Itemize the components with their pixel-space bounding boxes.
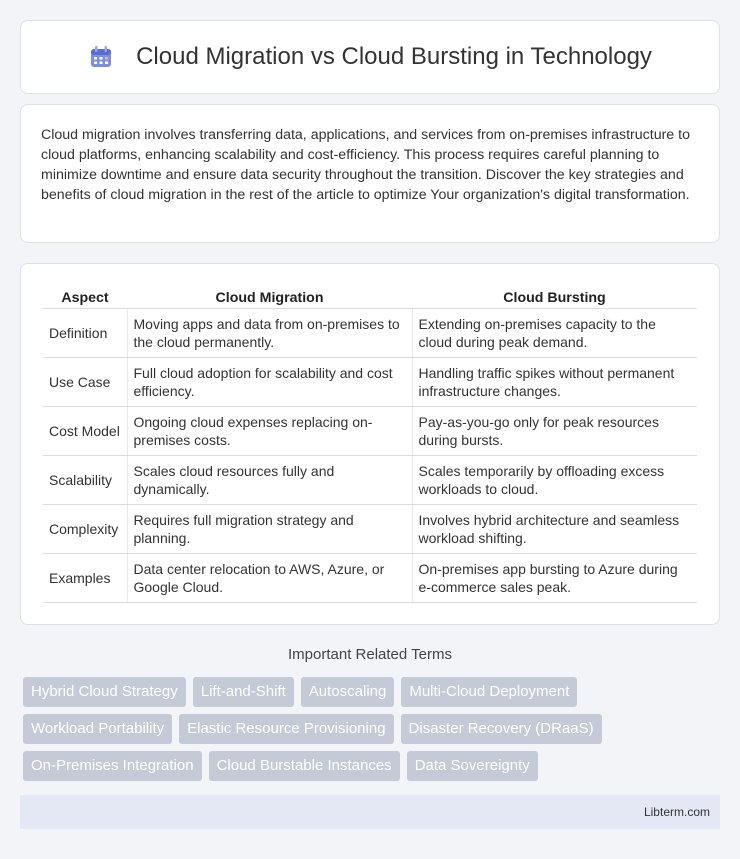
table-header-row xyxy=(43,284,697,308)
migration-cell: Requires full migration strategy and planning. xyxy=(127,504,412,553)
table-row xyxy=(43,308,697,357)
migration-cell: Scales cloud resources fully and dynamically. xyxy=(127,455,412,504)
related-term-tag[interactable]: Elastic Resource Provisioning xyxy=(179,714,393,744)
related-term-tag[interactable]: On-Premises Integration xyxy=(23,751,202,781)
related-term-tag[interactable]: Data Sovereignty xyxy=(407,751,538,781)
table-row xyxy=(43,553,697,602)
related-term-tag[interactable]: Hybrid Cloud Strategy xyxy=(23,677,186,707)
aspect-cell: Complexity xyxy=(43,504,127,553)
header-cloud-migration: Cloud Migration xyxy=(127,284,412,308)
related-term-tag[interactable]: Lift-and-Shift xyxy=(193,677,294,707)
page-title: Cloud Migration vs Cloud Bursting in Technology xyxy=(136,43,652,70)
aspect-cell: Scalability xyxy=(43,455,127,504)
header-cloud-bursting: Cloud Bursting xyxy=(412,284,697,308)
aspect-cell: Definition xyxy=(43,308,127,357)
table-row xyxy=(43,357,697,406)
migration-cell: Ongoing cloud expenses replacing on-premises costs. xyxy=(127,406,412,455)
aspect-cell: Cost Model xyxy=(43,406,127,455)
related-term-tag[interactable]: Autoscaling xyxy=(301,677,395,707)
footer xyxy=(20,795,720,829)
related-term-tag[interactable]: Cloud Burstable Instances xyxy=(209,751,400,781)
aspect-cell: Use Case xyxy=(43,357,127,406)
migration-cell: Data center relocation to AWS, Azure, or Google Cloud. xyxy=(127,553,412,602)
aspect-cell: Examples xyxy=(43,553,127,602)
calendar-icon xyxy=(88,44,114,70)
table-row xyxy=(43,455,697,504)
table-row xyxy=(43,504,697,553)
footer-site-link[interactable]: Libterm.com xyxy=(643,805,710,819)
bursting-cell: On-premises app bursting to Azure during e-commerce sales peak. xyxy=(412,553,697,602)
comparison-card xyxy=(20,263,720,625)
related-term-tag[interactable]: Disaster Recovery (DRaaS) xyxy=(401,714,602,744)
bursting-cell: Scales temporarily by offloading excess workloads to cloud. xyxy=(412,455,697,504)
related-term-tag[interactable]: Workload Portability xyxy=(23,714,172,744)
bursting-cell: Extending on-premises capacity to the cloud during peak demand. xyxy=(412,308,697,357)
title-card xyxy=(20,20,720,94)
related-terms-list xyxy=(23,677,723,788)
table-row xyxy=(43,406,697,455)
related-term-tag[interactable]: Multi-Cloud Deployment xyxy=(401,677,577,707)
title-row xyxy=(21,21,719,93)
migration-cell: Moving apps and data from on-premises to the cloud permanently. xyxy=(127,308,412,357)
migration-cell: Full cloud adoption for scalability and cost efficiency. xyxy=(127,357,412,406)
bursting-cell: Handling traffic spikes without permanent infrastructure changes. xyxy=(412,357,697,406)
bursting-cell: Involves hybrid architecture and seamless workload shifting. xyxy=(412,504,697,553)
comparison-table xyxy=(43,284,697,603)
intro-card xyxy=(20,104,720,243)
intro-paragraph: Cloud migration involves transferring data, applications, and services from on-premises infrastructure to cloud platforms, enhancing scalability and cost-efficiency. This process requires careful planning to minimize downtime and ensure data security throughout the transition. Discover the key strategies and benefits of cloud migration in the rest of the article to optimize Your organization's digital transformation. xyxy=(41,127,690,203)
bursting-cell: Pay-as-you-go only for peak resources during bursts. xyxy=(412,406,697,455)
related-terms-heading: Important Related Terms xyxy=(288,646,452,663)
header-aspect: Aspect xyxy=(43,284,127,308)
